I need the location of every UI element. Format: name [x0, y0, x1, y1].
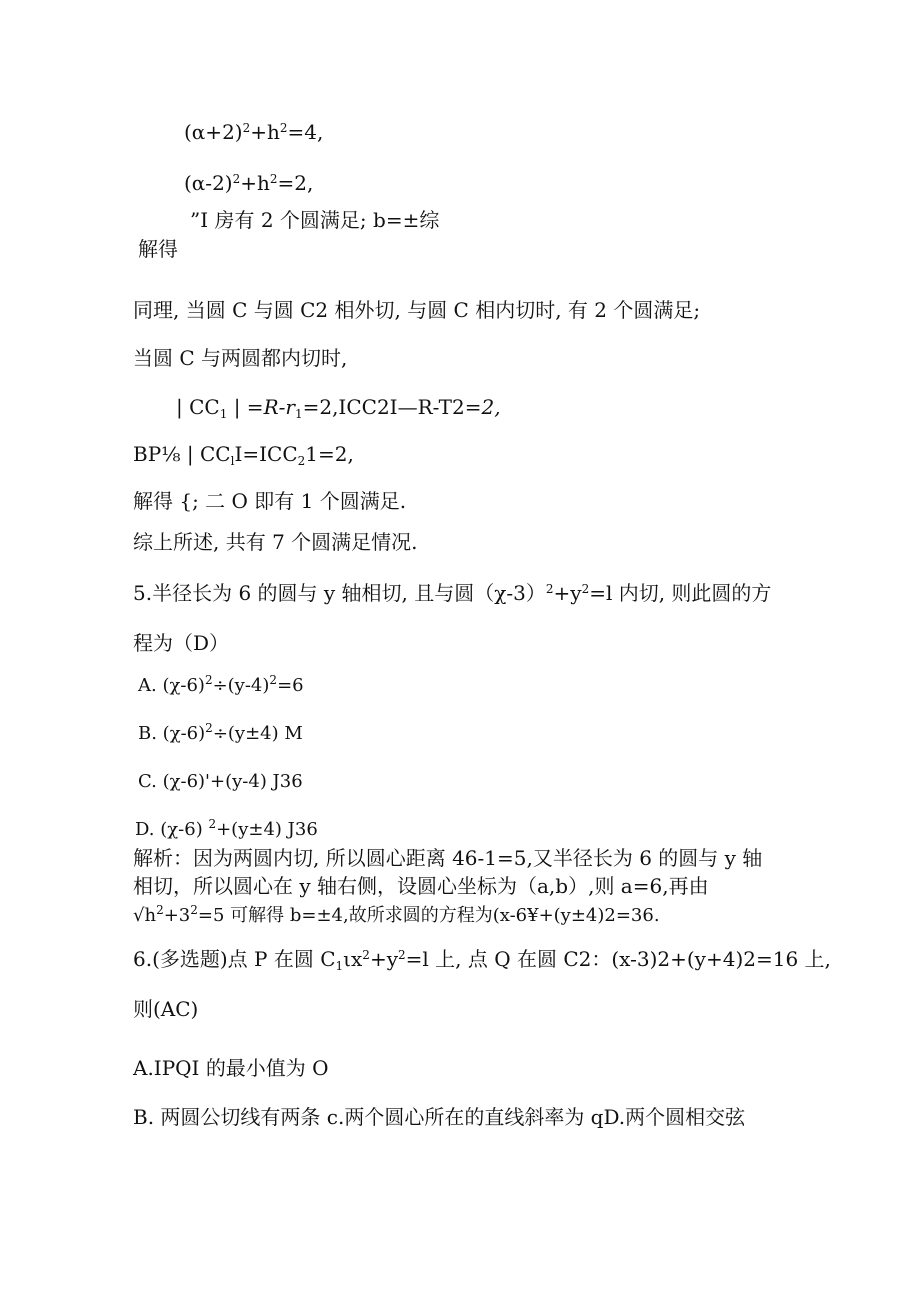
- question-6-option-a: A.IPQI 的最小值为 O: [133, 1056, 329, 1080]
- question-5-answer: 程为（D）: [133, 631, 230, 655]
- solve-label: 解得: [138, 237, 178, 261]
- option-d: D. (χ-6) $^2$+(y±4) J36: [135, 817, 318, 840]
- equation-line-2: $(\alpha-2)^2+h^2=2$,: [184, 171, 314, 195]
- option-b: B. $(\chi-6)^2\div(y\pm 4)$ M: [138, 721, 303, 744]
- analysis-line-1: 解析：因为两圆内切, 所以圆心距离 46-1=5,又半径长为 6 的圆与 y 轴: [133, 846, 763, 870]
- question-6-answer: 则(AC): [133, 997, 199, 1021]
- question-5-stem: 5.半径长为 6 的圆与 y 轴相切, 且与圆$(\chi-3)^2+y^2=l$ 内切, 则此圆的方: [133, 581, 772, 605]
- question-6-stem: 6.(多选题)点 P 在圆 $C_1\iota x^2+y^2=l$ 上, 点 Q 在圆 C2：(x-3)2+(y+4)2=16 上,: [133, 947, 831, 973]
- option-a: A. $(\chi-6)^2\div(y-4)^2=6$: [138, 673, 304, 696]
- equation-line-1: $(\alpha+2)^2+h^2=4$,: [184, 120, 324, 144]
- analysis-line-2: 相切，所以圆心在 y 轴右侧，设圆心坐标为（a,b）,则 a=6,再由: [133, 874, 709, 898]
- option-c: C. (χ-6)'+(y-4) J36: [138, 771, 303, 792]
- distance-equation: | $CC_1$ | $=R-r_1=2,ICC2I—R-T2=2$,: [176, 395, 501, 421]
- bp-equation: BP⅛ | $CC_lI=ICC_21=2$,: [133, 442, 354, 468]
- analysis-line-3: $√h^2+3^2=5$ 可解得 b=±4,故所求圆的方程为(x-6¥+(y±4)2=36.: [133, 903, 660, 926]
- solution-note: ”I 房有 2 个圆满足; b=±综: [190, 208, 440, 232]
- question-6-option-bcd: B. 两圆公切线有两条 c.两个圆心所在的直线斜率为 qD.两个圆相交弦: [133, 1105, 746, 1129]
- summary-line: 综上所述, 共有 7 个圆满足情况.: [133, 530, 418, 554]
- paragraph-similarly: 同理, 当圆 C 与圆 C2 相外切, 与圆 C 相内切时, 有 2 个圆满足;: [133, 298, 701, 322]
- solve-result: 解得 {; 二 O 即有 1 个圆满足.: [133, 489, 407, 513]
- paragraph-internal-tangent: 当圆 C 与两圆都内切时,: [133, 346, 348, 370]
